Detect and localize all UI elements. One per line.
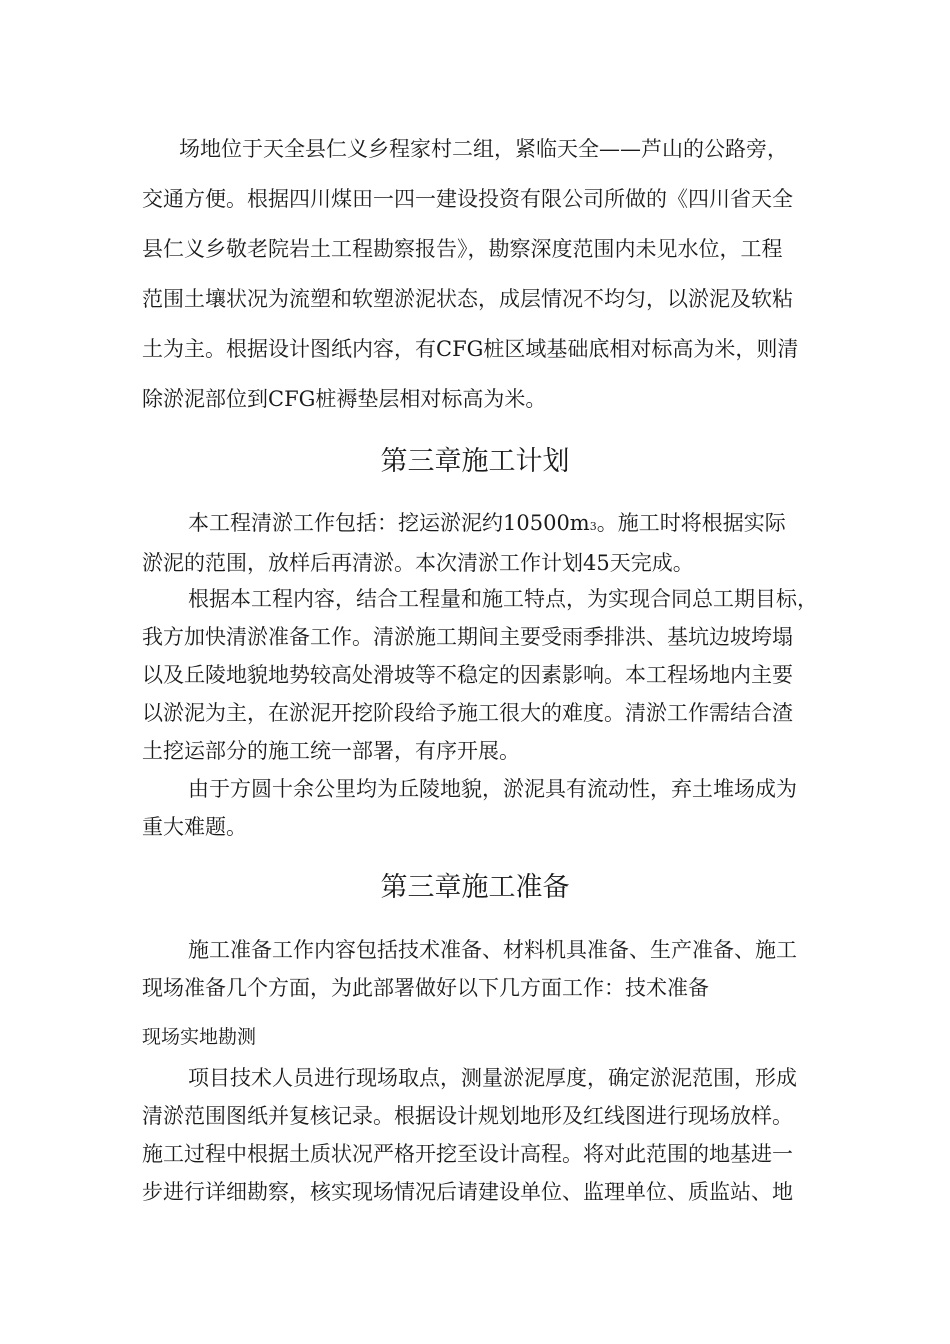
paragraph-line: 土挖运部分的施工统一部署，有序开展。 xyxy=(142,739,520,763)
paragraph-preparation-scope xyxy=(142,931,842,1007)
paragraph-spoil-site xyxy=(142,770,842,846)
paragraph-line: 土为主。根据设计图纸内容，有CFG桩区域基础底相对标高为米，则清 xyxy=(142,337,799,361)
paragraph-line: 我方加快清淤准备工作。清淤施工期间主要受雨季排洪、基坑边坡垮塌 xyxy=(142,625,793,649)
paragraph-site-description xyxy=(142,124,842,424)
paragraph-dredging-scope xyxy=(142,505,842,581)
paragraph-line: 步进行详细勘察，核实现场情况后请建设单位、监理单位、质监站、地 xyxy=(142,1180,793,1204)
paragraph-line: 施工准备工作内容包括技术准备、材料机具准备、生产准备、施工 xyxy=(188,938,797,962)
subheading-site-survey: 现场实地勘测 xyxy=(142,1026,257,1048)
paragraph-line: 交通方便。根据四川煤田一四一建设投资有限公司所做的《四川省天全 xyxy=(142,187,793,211)
paragraph-line: 由于方圆十余公里均为丘陵地貌，淤泥具有流动性，弃土堆场成为 xyxy=(188,777,797,801)
paragraph-line: 以及丘陵地貌地势较高处滑坡等不稳定的因素影响。本工程场地内主要 xyxy=(142,663,793,687)
paragraph-line: 施工过程中根据土质状况严格开挖至设计高程。将对此范围的地基进一 xyxy=(142,1142,793,1166)
paragraph-line: 场地位于天全县仁义乡程家村二组，紧临天全——芦山的公路旁， xyxy=(179,137,788,161)
paragraph-line: 清淤范围图纸并复核记录。根据设计规划地形及红线图进行现场放样。 xyxy=(142,1104,793,1128)
text-segment: 本工程清淤工作包括：挖运淤泥约10500m xyxy=(188,511,590,535)
chapter-heading-construction-plan: 第三章施工计划 xyxy=(380,446,570,477)
paragraph-line: 现场准备几个方面，为此部署做好以下几方面工作：技术准备 xyxy=(142,976,709,1000)
paragraph-schedule-factors xyxy=(142,580,842,770)
paragraph-line: 以淤泥为主，在淤泥开挖阶段给予施工很大的难度。清淤工作需结合渣 xyxy=(142,701,793,725)
paragraph-site-survey xyxy=(142,1059,842,1211)
paragraph-line: 范围土壤状况为流塑和软塑淤泥状态，成层情况不均匀，以淤泥及软粘 xyxy=(142,287,793,311)
superscript-unit: 3 xyxy=(589,520,597,533)
text-segment: 。施工时将根据实际 xyxy=(596,511,786,535)
paragraph-line xyxy=(142,505,842,545)
paragraph-line: 根据本工程内容，结合工程量和施工特点，为实现合同总工期目标， xyxy=(188,587,818,611)
paragraph-line: 淤泥的范围，放样后再清淤。本次清淤工作计划45天完成。 xyxy=(142,551,694,575)
paragraph-line: 重大难题。 xyxy=(142,815,247,839)
paragraph-line: 县仁义乡敬老院岩土工程勘察报告》，勘察深度范围内未见水位，工程 xyxy=(142,237,783,261)
paragraph-line: 除淤泥部位到CFG桩褥垫层相对标高为米。 xyxy=(142,387,547,411)
chapter-heading-construction-preparation: 第三章施工准备 xyxy=(380,872,570,903)
paragraph-line: 项目技术人员进行现场取点，测量淤泥厚度，确定淤泥范围，形成 xyxy=(188,1066,797,1090)
